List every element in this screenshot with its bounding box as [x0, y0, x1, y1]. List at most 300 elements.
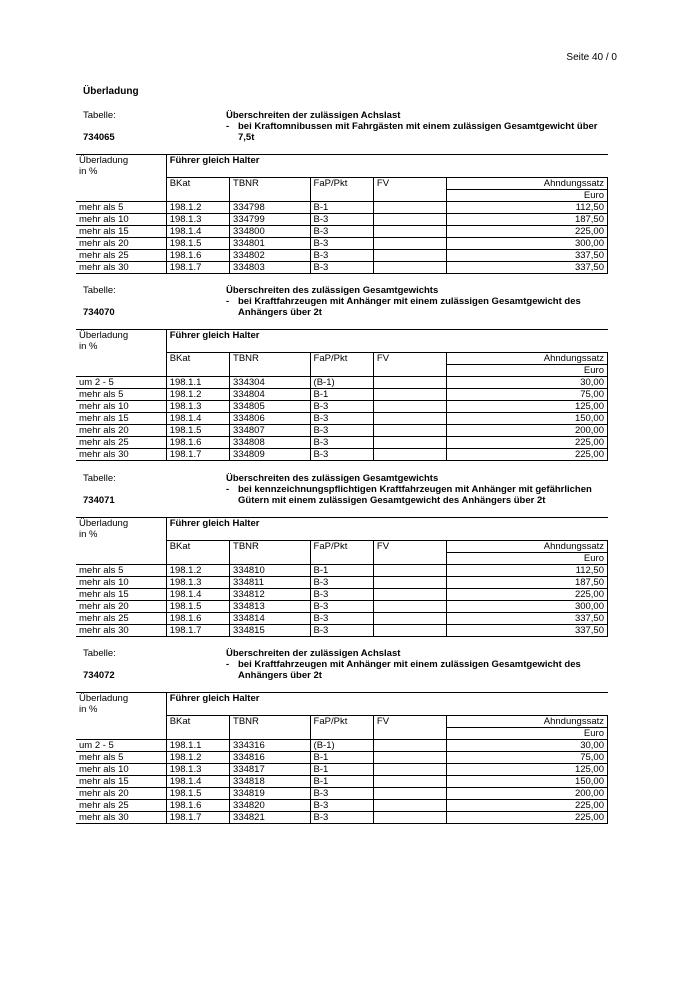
penalty-table: [76, 154, 608, 274]
table-cell: B-3: [310, 437, 373, 449]
table-cell: 198.1.4: [166, 226, 229, 238]
table-cell: [373, 625, 446, 637]
table-row: [76, 226, 608, 238]
table-cell: 125,00: [446, 401, 607, 413]
col-header-group: Führer gleich Halter: [166, 330, 607, 342]
table-cell: 198.1.5: [166, 425, 229, 437]
table-cell: mehr als 10: [76, 577, 166, 589]
table-row: [76, 262, 608, 274]
table-cell: [373, 565, 446, 577]
table-code: 734071: [83, 495, 115, 506]
table-cell: [373, 449, 446, 461]
table-cell: [373, 776, 446, 788]
col-header-fv: FV: [373, 541, 446, 553]
table-cell: 334316: [230, 740, 311, 752]
table-cell: 225,00: [446, 449, 607, 461]
table-cell: 334803: [230, 262, 311, 274]
table-cell: 334808: [230, 437, 311, 449]
table-cell: B-3: [310, 613, 373, 625]
table-cell: 334818: [230, 776, 311, 788]
table-cell: 334802: [230, 250, 311, 262]
header-row: [76, 190, 608, 202]
table-cell: B-3: [310, 601, 373, 613]
col-header-overladung: Überladung: [76, 693, 166, 705]
col-header-blank-bkat: [166, 553, 229, 565]
table-cell: 198.1.6: [166, 250, 229, 262]
table-cell: um 2 - 5: [76, 377, 166, 389]
table-cell: 334817: [230, 764, 311, 776]
table-row: [76, 812, 608, 824]
table-cell: B-3: [310, 413, 373, 425]
table-cell: B-1: [310, 776, 373, 788]
table-section: [76, 648, 608, 824]
col-header-group: Führer gleich Halter: [166, 693, 607, 705]
table-cell: 300,00: [446, 238, 607, 250]
col-header-overladung: Überladung: [76, 518, 166, 530]
table-cell: 198.1.6: [166, 800, 229, 812]
col-header-blank: [76, 541, 166, 553]
table-cell: 30,00: [446, 377, 607, 389]
table-cell: 198.1.7: [166, 449, 229, 461]
header-row: [76, 704, 608, 716]
table-cell: 198.1.1: [166, 377, 229, 389]
table-row: [76, 437, 608, 449]
col-header-tbnr: TBNR: [230, 541, 311, 553]
table-cell: 198.1.7: [166, 812, 229, 824]
table-row: [76, 788, 608, 800]
table-section: [76, 285, 608, 461]
table-cell: B-3: [310, 262, 373, 274]
table-cell: [373, 788, 446, 800]
tabelle-label: Tabelle:: [83, 110, 116, 121]
col-header-spacer: [166, 166, 607, 178]
table-cell: 334806: [230, 413, 311, 425]
table-cell: [373, 389, 446, 401]
table-meta: [76, 473, 608, 511]
table-cell: 200,00: [446, 425, 607, 437]
col-header-blank-fv: [373, 190, 446, 202]
col-header-blank-bkat: [166, 190, 229, 202]
table-title: Überschreiten des zulässigen Gesamtgewichts: [226, 285, 439, 296]
table-cell: [373, 764, 446, 776]
table-cell: 225,00: [446, 226, 607, 238]
table-row: [76, 413, 608, 425]
col-header-blank-tbnr: [230, 553, 311, 565]
table-cell: 334815: [230, 625, 311, 637]
col-header-in-percent: in %: [79, 704, 98, 715]
table-cell: mehr als 15: [76, 413, 166, 425]
header-row: [76, 693, 608, 705]
table-cell: mehr als 30: [76, 625, 166, 637]
table-cell: B-1: [310, 565, 373, 577]
table-cell: 198.1.3: [166, 214, 229, 226]
subtitle-dash: -: [226, 121, 230, 132]
table-cell: B-3: [310, 577, 373, 589]
table-cell: B-1: [310, 202, 373, 214]
table-row: [76, 214, 608, 226]
table-row: [76, 238, 608, 250]
col-header-in-percent: in %: [79, 529, 98, 540]
col-header-bkat: BKat: [166, 353, 229, 365]
table-cell: 75,00: [446, 752, 607, 764]
col-header-blank-bkat: [166, 728, 229, 740]
subtitle-text: bei Kraftfahrzeugen mit Anhänger mit einem zulässigen Gesamtgewicht des Anhängers über 2t: [238, 296, 581, 318]
table-cell: [373, 812, 446, 824]
table-cell: 334814: [230, 613, 311, 625]
table-cell: 125,00: [446, 764, 607, 776]
table-row: [76, 776, 608, 788]
table-row: [76, 752, 608, 764]
col-header-euro: Euro: [446, 553, 607, 565]
table-cell: mehr als 20: [76, 425, 166, 437]
col-header-fap: FaP/Pkt: [310, 716, 373, 728]
table-cell: B-3: [310, 250, 373, 262]
table-cell: mehr als 10: [76, 214, 166, 226]
table-cell: B-3: [310, 401, 373, 413]
table-cell: 112,50: [446, 202, 607, 214]
col-header-ahndung: Ahndungssatz: [446, 716, 607, 728]
subtitle-text: bei kennzeichnungspflichtigen Kraftfahrzeugen mit Anhänger mit gefährlichen Gütern mit einem zulässigen Gesamtgewicht des Anhängers über 2t: [238, 484, 592, 506]
table-cell: B-3: [310, 812, 373, 824]
col-header-in-percent: in %: [79, 341, 98, 352]
table-cell: 198.1.2: [166, 752, 229, 764]
table-cell: 334816: [230, 752, 311, 764]
table-row: [76, 401, 608, 413]
table-cell: [373, 740, 446, 752]
header-row: [76, 541, 608, 553]
col-header-spacer: [166, 704, 607, 716]
col-header-blank-fv: [373, 365, 446, 377]
table-section: [76, 473, 608, 637]
table-cell: B-1: [310, 752, 373, 764]
col-header-euro: Euro: [446, 190, 607, 202]
subtitle-dash: -: [226, 296, 230, 307]
table-cell: 337,50: [446, 613, 607, 625]
col-header-spacer: [166, 341, 607, 353]
table-cell: 334813: [230, 601, 311, 613]
table-cell: 334804: [230, 389, 311, 401]
col-header-blank-fv: [373, 553, 446, 565]
col-header-blank-fap: [310, 365, 373, 377]
subtitle-dash: -: [226, 484, 230, 495]
table-subtitle: [226, 121, 606, 143]
table-cell: [373, 413, 446, 425]
table-cell: [373, 214, 446, 226]
col-header-blank: [76, 553, 166, 565]
table-cell: B-3: [310, 425, 373, 437]
table-cell: [373, 752, 446, 764]
table-cell: 337,50: [446, 625, 607, 637]
table-meta: [76, 110, 608, 148]
table-cell: 225,00: [446, 800, 607, 812]
table-cell: 198.1.7: [166, 262, 229, 274]
col-header-blank-fap: [310, 190, 373, 202]
table-cell: mehr als 20: [76, 238, 166, 250]
col-header-blank-bkat: [166, 365, 229, 377]
table-cell: 198.1.4: [166, 776, 229, 788]
header-row: [76, 178, 608, 190]
table-title: Überschreiten des zulässigen Gesamtgewichts: [226, 473, 439, 484]
table-title: Überschreiten der zulässigen Achslast: [226, 648, 401, 659]
table-section: [76, 110, 608, 274]
table-cell: 198.1.6: [166, 437, 229, 449]
table-row: [76, 625, 608, 637]
col-header-fap: FaP/Pkt: [310, 353, 373, 365]
table-cell: 334799: [230, 214, 311, 226]
table-cell: 337,50: [446, 262, 607, 274]
col-header-blank: [76, 728, 166, 740]
table-meta: [76, 285, 608, 323]
table-cell: mehr als 20: [76, 788, 166, 800]
table-cell: 198.1.2: [166, 389, 229, 401]
table-cell: mehr als 30: [76, 449, 166, 461]
table-row: [76, 449, 608, 461]
col-header-overladung: Überladung: [76, 330, 166, 342]
table-cell: 334810: [230, 565, 311, 577]
col-header-fv: FV: [373, 178, 446, 190]
table-cell: B-3: [310, 788, 373, 800]
table-cell: [373, 377, 446, 389]
col-header-blank-tbnr: [230, 728, 311, 740]
table-row: [76, 740, 608, 752]
table-title: Überschreiten der zulässigen Achslast: [226, 110, 401, 121]
table-cell: 198.1.5: [166, 601, 229, 613]
table-cell: mehr als 5: [76, 202, 166, 214]
page-number: Seite 40 / 0: [566, 52, 617, 63]
col-header-fv: FV: [373, 353, 446, 365]
table-cell: mehr als 25: [76, 250, 166, 262]
table-cell: 337,50: [446, 250, 607, 262]
table-cell: B-3: [310, 449, 373, 461]
col-header-blank: [76, 365, 166, 377]
tabelle-label: Tabelle:: [83, 648, 116, 659]
col-header-tbnr: TBNR: [230, 178, 311, 190]
table-cell: mehr als 5: [76, 565, 166, 577]
table-cell: 334819: [230, 788, 311, 800]
table-cell: 198.1.7: [166, 625, 229, 637]
col-header-overladung: Überladung: [76, 155, 166, 167]
col-header-group: Führer gleich Halter: [166, 155, 607, 167]
table-cell: (B-1): [310, 377, 373, 389]
table-cell: B-3: [310, 226, 373, 238]
table-cell: 334800: [230, 226, 311, 238]
table-cell: 187,50: [446, 577, 607, 589]
col-header-fap: FaP/Pkt: [310, 541, 373, 553]
table-cell: 198.1.6: [166, 613, 229, 625]
penalty-table: [76, 329, 608, 461]
table-cell: 334809: [230, 449, 311, 461]
table-subtitle: [226, 484, 606, 506]
penalty-table: [76, 692, 608, 824]
table-cell: 334807: [230, 425, 311, 437]
table-cell: [373, 437, 446, 449]
col-header-blank-tbnr: [230, 365, 311, 377]
table-cell: B-3: [310, 800, 373, 812]
table-cell: 334805: [230, 401, 311, 413]
table-cell: mehr als 5: [76, 752, 166, 764]
table-cell: B-3: [310, 238, 373, 250]
header-row: [76, 553, 608, 565]
table-cell: 112,50: [446, 565, 607, 577]
table-cell: 334304: [230, 377, 311, 389]
subtitle-text: bei Kraftfahrzeugen mit Anhänger mit einem zulässigen Gesamtgewicht des Anhängers über 2t: [238, 659, 581, 681]
subtitle-dash: -: [226, 659, 230, 670]
header-row: [76, 518, 608, 530]
header-row: [76, 341, 608, 353]
col-header-blank: [76, 178, 166, 190]
table-cell: [373, 589, 446, 601]
table-cell: mehr als 25: [76, 437, 166, 449]
table-cell: [373, 250, 446, 262]
col-header-bkat: BKat: [166, 541, 229, 553]
col-header-ahndung: Ahndungssatz: [446, 178, 607, 190]
table-row: [76, 250, 608, 262]
table-cell: B-1: [310, 764, 373, 776]
table-cell: mehr als 10: [76, 401, 166, 413]
header-row: [76, 330, 608, 342]
col-header-tbnr: TBNR: [230, 716, 311, 728]
table-cell: 150,00: [446, 776, 607, 788]
table-cell: um 2 - 5: [76, 740, 166, 752]
table-cell: (B-1): [310, 740, 373, 752]
table-cell: [373, 601, 446, 613]
col-header-blank-fv: [373, 728, 446, 740]
table-cell: 198.1.3: [166, 764, 229, 776]
table-cell: 334811: [230, 577, 311, 589]
table-cell: B-3: [310, 625, 373, 637]
table-cell: mehr als 20: [76, 601, 166, 613]
table-row: [76, 389, 608, 401]
table-cell: 334812: [230, 589, 311, 601]
page-heading: Überladung: [83, 86, 139, 97]
table-row: [76, 565, 608, 577]
table-cell: 198.1.4: [166, 413, 229, 425]
tabelle-label: Tabelle:: [83, 285, 116, 296]
table-cell: B-3: [310, 214, 373, 226]
table-cell: 198.1.3: [166, 401, 229, 413]
table-cell: [373, 401, 446, 413]
penalty-table: [76, 517, 608, 637]
table-cell: 225,00: [446, 589, 607, 601]
col-header-bkat: BKat: [166, 716, 229, 728]
table-cell: 225,00: [446, 437, 607, 449]
col-header-blank: [76, 190, 166, 202]
table-cell: 198.1.4: [166, 589, 229, 601]
table-cell: [373, 226, 446, 238]
col-header-blank-fap: [310, 553, 373, 565]
table-cell: [373, 262, 446, 274]
header-row: [76, 728, 608, 740]
table-cell: [373, 202, 446, 214]
table-cell: 334820: [230, 800, 311, 812]
col-header-bkat: BKat: [166, 178, 229, 190]
col-header-group: Führer gleich Halter: [166, 518, 607, 530]
table-row: [76, 202, 608, 214]
table-cell: 198.1.2: [166, 202, 229, 214]
col-header-blank: [76, 716, 166, 728]
table-cell: B-1: [310, 389, 373, 401]
table-row: [76, 800, 608, 812]
table-cell: 334801: [230, 238, 311, 250]
table-cell: mehr als 5: [76, 389, 166, 401]
table-cell: 187,50: [446, 214, 607, 226]
col-header-ahndung: Ahndungssatz: [446, 353, 607, 365]
col-header-blank-tbnr: [230, 190, 311, 202]
col-header-euro: Euro: [446, 728, 607, 740]
col-header-spacer: [166, 529, 607, 541]
table-cell: 200,00: [446, 788, 607, 800]
table-row: [76, 764, 608, 776]
table-row: [76, 601, 608, 613]
table-cell: [373, 577, 446, 589]
table-code: 734065: [83, 132, 115, 143]
table-cell: mehr als 30: [76, 812, 166, 824]
table-meta: [76, 648, 608, 686]
table-cell: 198.1.5: [166, 788, 229, 800]
col-header-fap: FaP/Pkt: [310, 178, 373, 190]
table-row: [76, 589, 608, 601]
col-header-tbnr: TBNR: [230, 353, 311, 365]
table-cell: 334798: [230, 202, 311, 214]
subtitle-text: bei Kraftomnibussen mit Fahrgästen mit einem zulässigen Gesamtgewicht über 7,5t: [238, 121, 598, 143]
table-cell: 334821: [230, 812, 311, 824]
table-row: [76, 577, 608, 589]
header-row: [76, 365, 608, 377]
table-cell: [373, 425, 446, 437]
table-row: [76, 377, 608, 389]
table-cell: mehr als 25: [76, 800, 166, 812]
tabelle-label: Tabelle:: [83, 473, 116, 484]
table-cell: 75,00: [446, 389, 607, 401]
col-header-in-percent: in %: [79, 166, 98, 177]
table-cell: 150,00: [446, 413, 607, 425]
table-cell: [373, 613, 446, 625]
header-row: [76, 353, 608, 365]
col-header-blank: [76, 353, 166, 365]
table-cell: mehr als 15: [76, 226, 166, 238]
table-code: 734072: [83, 670, 115, 681]
table-row: [76, 613, 608, 625]
table-cell: mehr als 10: [76, 764, 166, 776]
table-cell: 198.1.2: [166, 565, 229, 577]
header-row: [76, 166, 608, 178]
table-row: [76, 425, 608, 437]
header-row: [76, 716, 608, 728]
table-cell: B-3: [310, 589, 373, 601]
table-cell: 30,00: [446, 740, 607, 752]
header-row: [76, 529, 608, 541]
col-header-blank-fap: [310, 728, 373, 740]
table-cell: mehr als 15: [76, 589, 166, 601]
table-subtitle: [226, 659, 606, 681]
table-cell: mehr als 30: [76, 262, 166, 274]
table-cell: 198.1.1: [166, 740, 229, 752]
table-cell: 198.1.3: [166, 577, 229, 589]
table-cell: [373, 238, 446, 250]
table-code: 734070: [83, 307, 115, 318]
table-cell: mehr als 15: [76, 776, 166, 788]
table-cell: 225,00: [446, 812, 607, 824]
table-cell: [373, 800, 446, 812]
table-cell: 300,00: [446, 601, 607, 613]
col-header-euro: Euro: [446, 365, 607, 377]
col-header-ahndung: Ahndungssatz: [446, 541, 607, 553]
table-subtitle: [226, 296, 606, 318]
table-cell: mehr als 25: [76, 613, 166, 625]
header-row: [76, 155, 608, 167]
col-header-fv: FV: [373, 716, 446, 728]
table-cell: 198.1.5: [166, 238, 229, 250]
